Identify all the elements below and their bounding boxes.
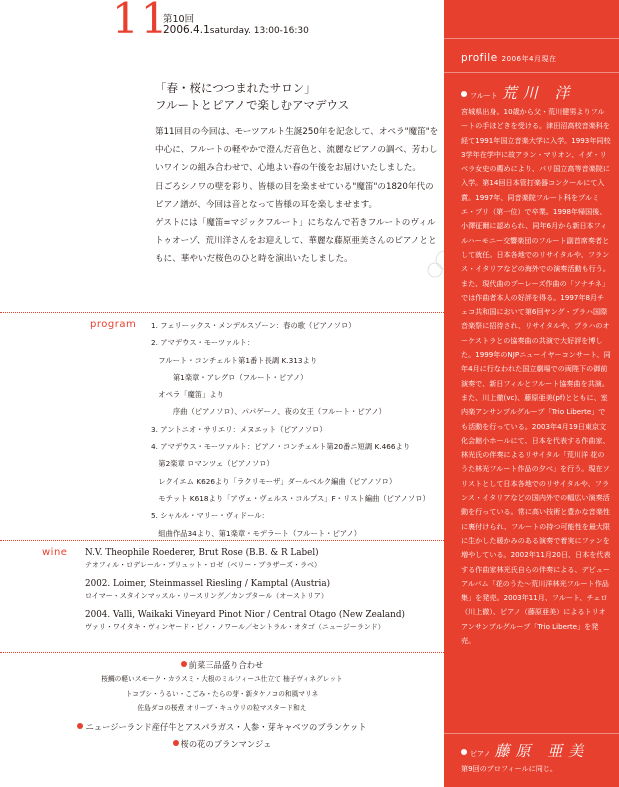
wine-name-jp: テオフィル・ロデレール・ブリュット・ロゼ（ベリー・ブラザーズ・ラベ） (85, 561, 321, 569)
program-item: 第1楽章・アレグロ（フルート・ピアノ） (151, 372, 308, 382)
issue-number: 11 (112, 0, 170, 43)
program-item: 1. フェリーックス・メンデルスゾーン：春の歌（ピアノソロ） (151, 321, 356, 330)
program-item: 2. アマデウス・モーツァルト： (151, 338, 255, 348)
program-list (151, 317, 441, 542)
profile-panel (444, 0, 619, 787)
performer-note: 第9回のプロフィールに同じ。 (461, 764, 558, 773)
wine-name-en: 2002. Loimer, Steinmassel Riesling / Kamptal (Austria) (85, 579, 330, 589)
program-item: モテット K618より「アヴェ・ヴェルス・コルプス」F・リスト編曲（ピアノソロ） (151, 493, 430, 503)
menu-course: 桜の花のブランマンジェ (0, 737, 444, 751)
menu-sub-item: 佐島ダコの桜煮 オリーブ・キュウリの粒マスタード和え (137, 704, 307, 712)
event-title: 「春・桜につつまれたサロン」 (155, 81, 316, 95)
intro-paragraph: 第11回目の今回は、モーツアルト生誕250年を記念して、オペラ"魔笛"を中心に、フルートの軽やかで澄んだ音色と、流麗なピアノの調べ、芳わしいワインの組み合わせで、心地よい春の午後をお届けいたしました。 (155, 127, 439, 174)
bullet-icon (461, 749, 467, 755)
performer-piano: ピアノ 藤原 亜美 (461, 740, 589, 761)
wine-name-en: N.V. Theophile Roederer, Brut Rose (B.B. & R Label) (85, 548, 319, 558)
wine-name-en: 2004. Valli, Waikaki Vineyard Pinot Nior / Central Otago (New Zealand) (85, 610, 405, 620)
session-label: 第10回 (163, 14, 195, 25)
wine-label: wine (42, 547, 68, 558)
program-item: 5. シャルル・マリー・ヴィドール： (151, 511, 269, 521)
performer-bio: 宮城県出身。10歳から父・荒川健男よりフルートの手ほどきを受ける。津田沼高校音楽科を経て1991年国立音楽大学に入学。1993年同校3学年在学中に故アラン・マリオン、イダ・リベラ女史の薦めにより、パリ国立高等音楽院に入学。第14回日本管打楽器コンクールにて入賞。1997年、同音楽院フルート科をプルミエ・プリ（第一位）で卒業。1998年帰国後、小澤征爾に認められ、同年6月から新日本フィルハーモニー交響楽団のフルート副首席奏者として就任。日本各地でのリサイタルや、フランス・イタリアなどの海外での演奏活動も行う。また、現代曲のプーレーズ作曲の「ソナチネ」では作曲者本人の好評を得る。1997年8月チェコ共和国において第6回ヤング・プラハ国際音楽祭に招待され、リサイタルや、プラハのオーケストラとの協奏曲の共演で大好評を博した。1999年のNJPニューイヤーコンサート、同年4月に行なわれた国立劇場での両陛下の御前演奏で、新日フィルとフルート協奏曲を共演。また、川上徹(vc)、藤原亜美(pf)とともに、室内楽アンサンブルグループ「Trio Liberte」でも活動を行っている。2003年4月19日東京文化会館小ホールにて、日本を代表する作曲家、林光氏の伴奏によるリサイタル「荒川洋 花のうた林光フルート作品の夕べ」を行う。現在ソリストとして日本各地でのリサイタルや、フランス・イタリアなどの国内外での幅広い演奏活動を行っている。常に高い技術と豊かな音楽性に裏付けられ、フルートの持つ可能性を最大限に生かした暖かみのある演奏で着実にファンを増やしている。2002年11月20日、日本を代表する作曲家林光氏自らの伴奏による、デビューアルバム「花のうた〜荒川洋林光フルート作品集」を発売。2003年11月、フルート、チェロ（川上徹）、ピアノ（藤原亜美）によるトリオアンサンブルグループ「Trio Liberte」を発売。 (461, 107, 611, 645)
day-time: saturday. 13:00-16:30 (209, 26, 309, 36)
wine-item (85, 578, 445, 602)
panel-divider (444, 733, 619, 734)
program-item: 第2楽章 ロマンツェ（ピアノソロ） (151, 459, 274, 469)
bullet-icon (461, 91, 467, 97)
menu-course: 前菜三品盛り合わせ (0, 658, 444, 672)
menu-course: ニュージーランド産仔牛とアスパラガス・人参・芽キャベツのブランケット (0, 720, 444, 734)
program-item: 3. アントニオ・サリエリ：メヌエット（ピアノソロ） (151, 424, 327, 434)
bullet-icon (77, 723, 83, 729)
program-item: オペラ「魔笛」より (151, 390, 224, 400)
profile-heading: profile 2006年4月現在 (461, 52, 557, 64)
performer-flute: フルート 荒川 洋 (461, 82, 576, 103)
intro-paragraph: ゲストには「魔笛=マジックフルート」にちなんで若きフルートのヴィルトゥオーゾ、荒川洋さんをお迎えして、華麗な藤原亜美さんのピアノとともに、華やいだ桜色のひと時を演出いたしました。 (155, 218, 437, 265)
wine-list (85, 547, 445, 640)
program-item: 序曲（ピアノソロ）、パパゲーノ、夜の女王（フルート・ピアノ） (151, 407, 386, 417)
menu-sub-item: 桜鯛の軽いスモーク・カラスミ・大根のミルフィーユ仕立て 柚子ヴィネグレット (101, 675, 343, 683)
wine-item (85, 609, 445, 633)
intro-text (155, 123, 440, 269)
wine-item (85, 547, 445, 571)
program-item: 組曲作品34より、第1楽章・モデラート（フルート・ピアノ） (151, 528, 362, 538)
event-date (163, 24, 309, 36)
intro-paragraph: 日ごろシノワの壁を彩り、皆様の目を楽ませている"魔笛"の1820年代のピアノ譜が、今回は音となって皆様の耳を楽しませます。 (155, 181, 434, 210)
panel-divider (444, 38, 619, 39)
wine-name-jp: ヴァリ・ワイタキ・ヴィンヤード・ピノ・ノワール／セントラル・オタゴ（ニュージーランド） (85, 623, 385, 631)
panel-divider (444, 72, 619, 73)
program-item: レクイエム K626より「ラクリモーザ」ダールベルク編曲（ピアノソロ） (151, 476, 397, 486)
wine-name-jp: ロイマー・スタインマッスル・リースリング／カンプタール（オーストリア） (85, 592, 328, 600)
performer-name: 荒川 洋 (501, 84, 576, 102)
menu-list (0, 658, 444, 751)
program-label: program (90, 319, 137, 330)
performer-name: 藤原 亜美 (494, 742, 590, 760)
bullet-icon (181, 661, 187, 667)
divider (0, 312, 444, 313)
program-item: 4. アマデウス・モーツァルト：ピアノ・コンチェルト第20番ニ短調 K.466より (151, 442, 411, 452)
date-value: 2006.4.1 (163, 24, 210, 36)
divider (0, 652, 444, 653)
divider (0, 540, 444, 541)
menu-sub-item: トコブシ・うるい・こごみ・たらの芽・新タケノコの和風マリネ (125, 689, 319, 698)
event-subtitle: フルートとピアノで楽しむアマデウス (155, 98, 350, 112)
bullet-icon (173, 740, 179, 746)
program-item: フルート・コンチェルト第1番ト長調 K.313より (151, 355, 318, 365)
